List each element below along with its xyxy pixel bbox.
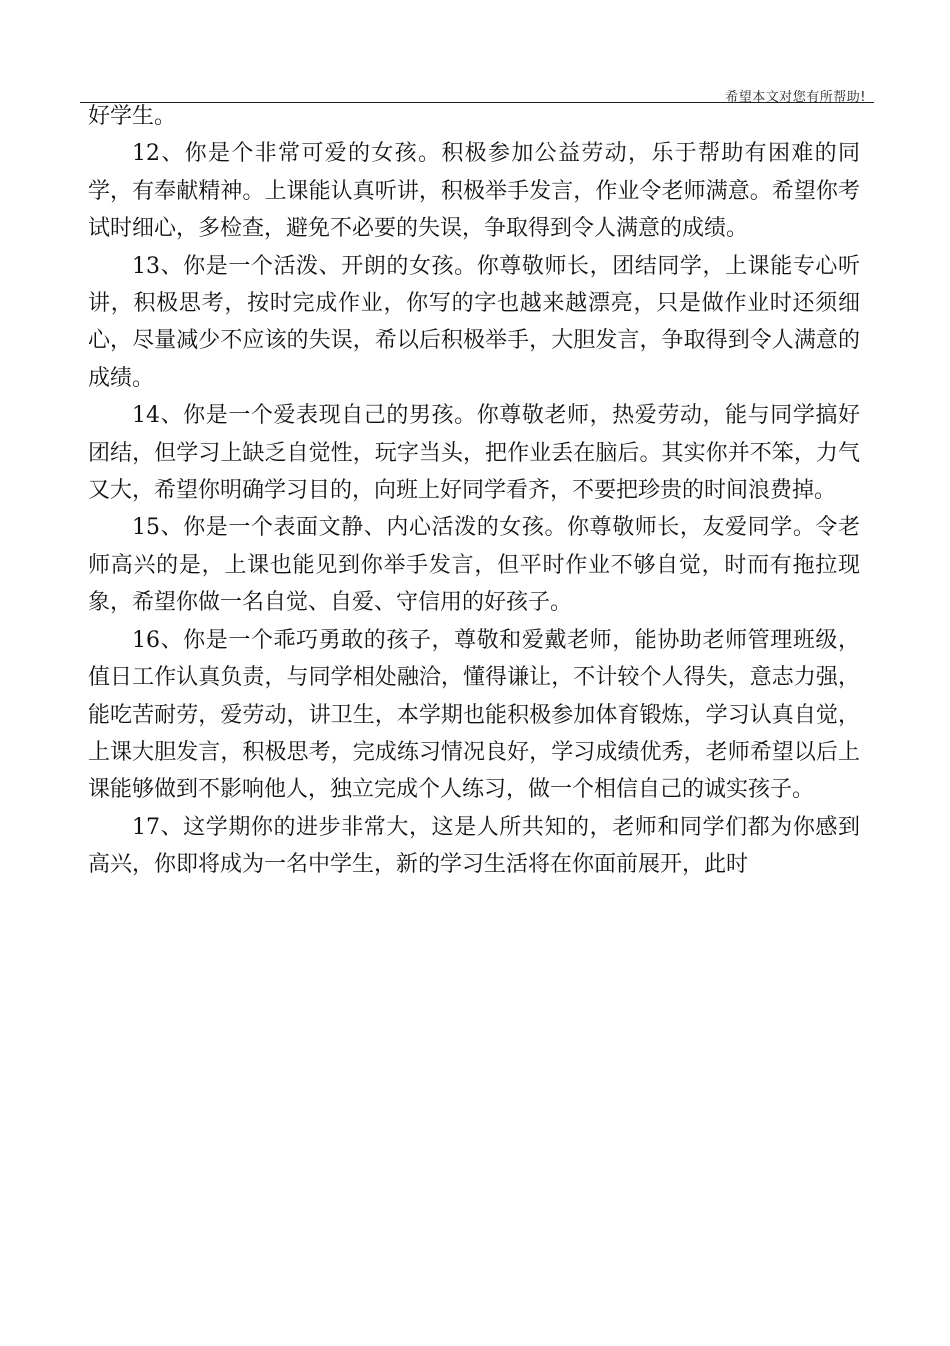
page-header-text: 希望本文对您有所帮助! [725, 90, 866, 105]
paragraph-comment-14: 14、你是一个爱表现自己的男孩。你尊敬老师，热爱劳动，能与同学搞好团结，但学习上缺乏自觉性，玩字当头，把作业丢在脑后。其实你并不笨，力气又大，希望你明确学习目的，向班上好同学看齐，不要把珍贵的时间浪费掉。 [88, 403, 860, 504]
paragraph-comment-13: 13、你是一个活泼、开朗的女孩。你尊敬师长，团结同学，上课能专心听讲，积极思考，按时完成作业，你写的字也越来越漂亮，只是做作业时还须细心，尽量减少不应该的失误，希以后积极举手，大胆发言，争取得到令人满意的成绩。 [88, 253, 860, 391]
paragraph-comment-15: 15、你是一个表面文静、内心活泼的女孩。你尊敬师长，友爱同学。令老师高兴的是，上课也能见到你举手发言，但平时作业不够自觉，时而有拖拉现象，希望你做一名自觉、自爱、守信用的好孩子。 [88, 515, 860, 616]
paragraph-continued: 好学生。 [88, 104, 177, 129]
paragraph-comment-16: 16、你是一个乖巧勇敢的孩子，尊敬和爱戴老师，能协助老师管理班级，值日工作认真负责，与同学相处融洽，懂得谦让，不计较个人得失，意志力强，能吃苦耐劳，爱劳动，讲卫生，本学期也能积极参加体育锻炼，学习认真自觉，上课大胆发言，积极思考，完成练习情况良好，学习成绩优秀，老师希望以后上课能够做到不影响他人，独立完成个人练习，做一个相信自己的诚实孩子。 [88, 627, 860, 803]
document-body [88, 98, 860, 884]
paragraph-comment-17: 17、这学期你的进步非常大，这是人所共知的，老师和同学们都为你感到高兴，你即将成为一名中学生，新的学习生活将在你面前展开，此时 [88, 814, 860, 878]
paragraph-comment-12: 12、你是个非常可爱的女孩。积极参加公益劳动，乐于帮助有困难的同学，有奉献精神。上课能认真听讲，积极举手发言，作业令老师满意。希望你考试时细心，多检查，避免不必要的失误，争取得到令人满意的成绩。 [88, 141, 860, 242]
